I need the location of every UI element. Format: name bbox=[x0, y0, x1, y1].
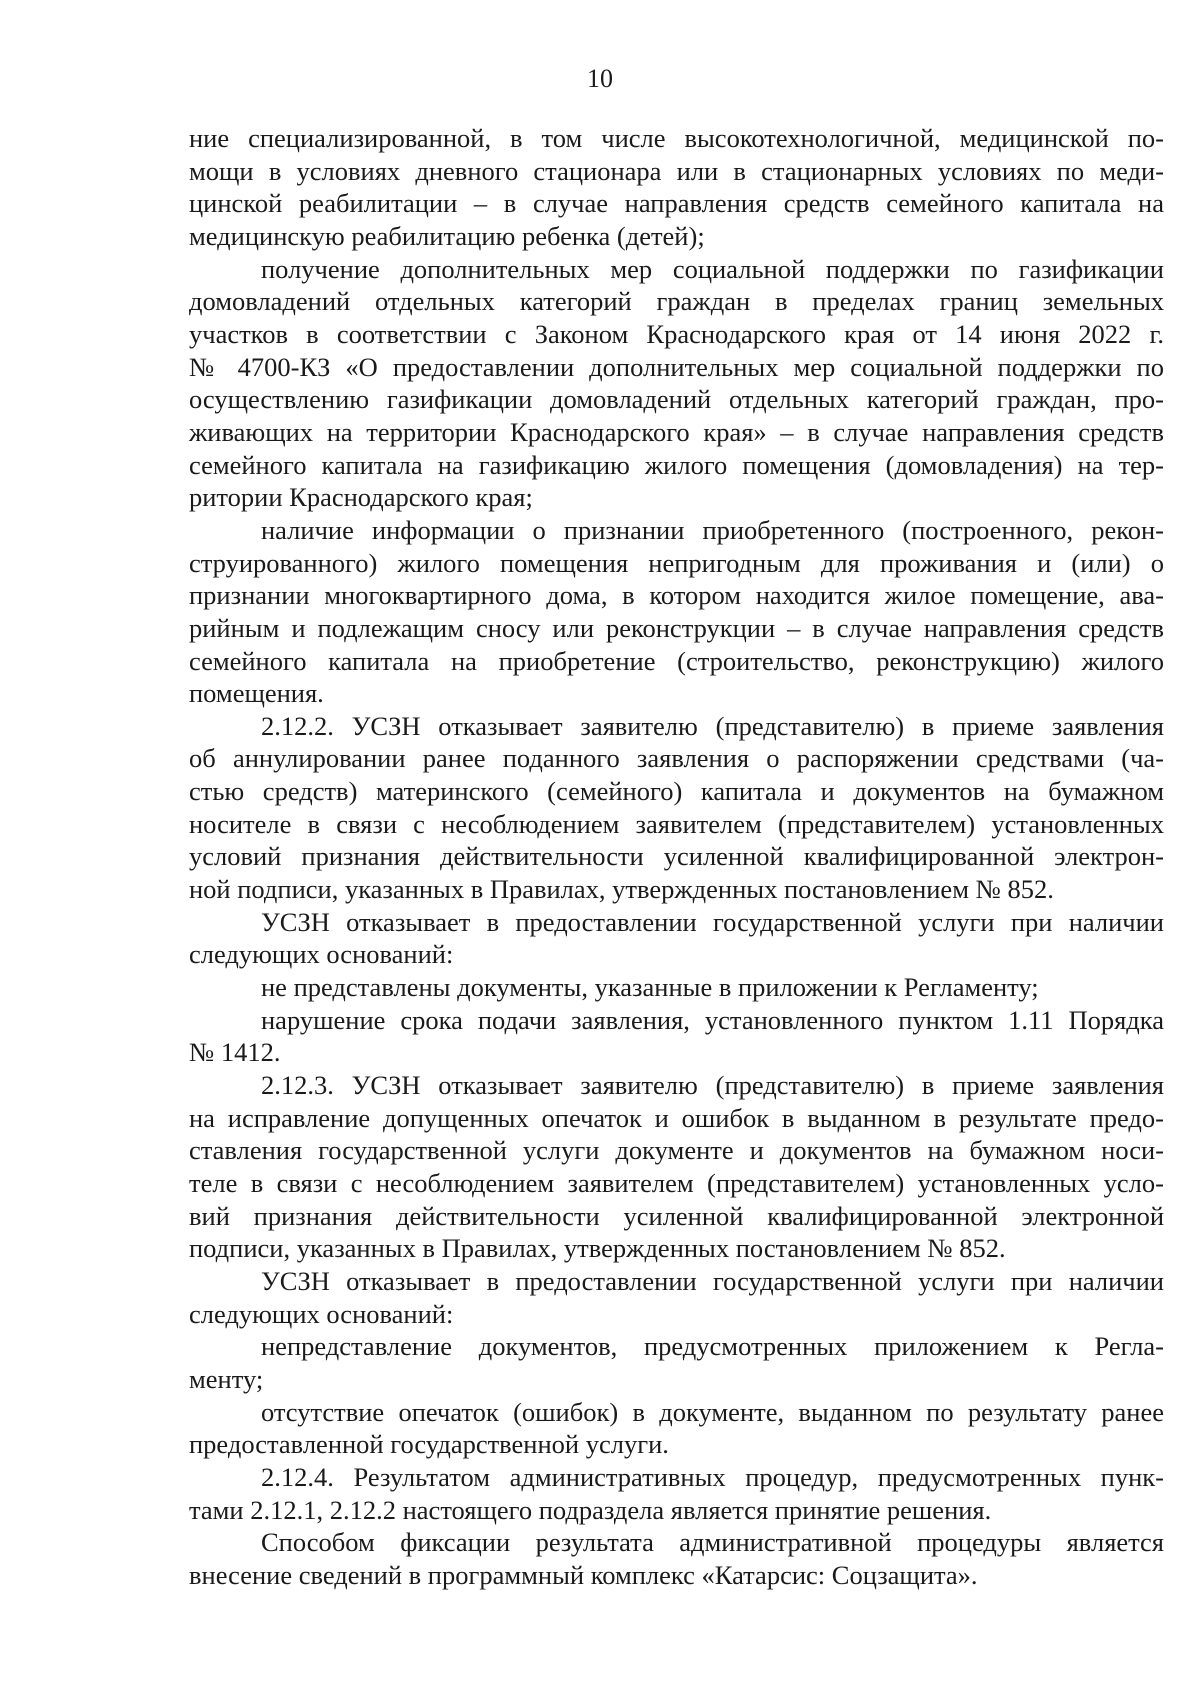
text-line: внесение сведений в программный комплекс «Катарсис: Соцзащита». bbox=[189, 1559, 978, 1590]
paragraph bbox=[189, 971, 1164, 1004]
text-line: отсутствие опечаток (ошибок) в документе, выданном по результату ранее bbox=[261, 1396, 1164, 1427]
text-line: получение дополнительных мер социальной поддержки по газификации bbox=[261, 253, 1164, 284]
text-line: помещения. bbox=[189, 678, 324, 709]
text-line: семейного капитала на газификацию жилого помещения (домовладения) на тер- bbox=[189, 449, 1164, 480]
text-line: УСЗН отказывает в предоставлении государственной услуги при наличии bbox=[261, 906, 1164, 937]
text-line: нарушение срока подачи заявления, установленного пунктом 1.11 Порядка bbox=[261, 1004, 1164, 1035]
text-line: носителе в связи с несоблюдением заявителем (представителем) установленных bbox=[189, 808, 1164, 839]
text-line: предоставленной государственной услуги. bbox=[189, 1429, 669, 1460]
text-line: живающих на территории Краснодарского края» – в случае направления средств bbox=[189, 416, 1164, 447]
text-line: № 1412. bbox=[189, 1037, 281, 1068]
text-line: подписи, указанных в Правилах, утвержденных постановлением № 852. bbox=[189, 1233, 1006, 1264]
text-line: на исправление допущенных опечаток и ошибок в выданном в результате предо- bbox=[189, 1102, 1164, 1133]
text-line: следующих оснований: bbox=[189, 1298, 454, 1329]
text-line: осуществлению газификации домовладений отдельных категорий граждан, про- bbox=[189, 384, 1164, 415]
text-line: наличие информации о признании приобретенного (построенного, рекон- bbox=[261, 514, 1164, 545]
text-line: 2.12.2. УСЗН отказывает заявителю (представителю) в приеме заявления bbox=[261, 710, 1164, 741]
paragraph bbox=[189, 1004, 1164, 1069]
paragraph bbox=[189, 710, 1164, 906]
text-line: струированного) жилого помещения непригодным для проживания и (или) о bbox=[189, 547, 1164, 578]
paragraph bbox=[189, 122, 1164, 253]
paragraph bbox=[189, 1461, 1164, 1526]
text-line: условий признания действительности усиленной квалифицированной электрон- bbox=[189, 841, 1164, 872]
text-line: домовладений отдельных категорий граждан в пределах границ земельных bbox=[189, 286, 1164, 317]
text-line: признании многоквартирного дома, в котором находится жилое помещение, ава- bbox=[189, 580, 1164, 611]
text-line: ритории Краснодарского края; bbox=[189, 482, 533, 513]
text-line: ставления государственной услуги документе и документов на бумажном носи- bbox=[189, 1135, 1164, 1166]
paragraph bbox=[189, 1265, 1164, 1330]
paragraph bbox=[189, 1396, 1164, 1461]
text-line: медицинскую реабилитацию ребенка (детей); bbox=[189, 220, 705, 251]
text-line: менту; bbox=[189, 1363, 264, 1394]
text-line: рийным и подлежащим сносу или реконструкции – в случае направления средств bbox=[189, 612, 1164, 643]
text-line: тами 2.12.1, 2.12.2 настоящего подраздела является принятие решения. bbox=[189, 1494, 992, 1525]
paragraph bbox=[189, 1330, 1164, 1395]
text-line: ние специализированной, в том числе высокотехнологичной, медицинской по- bbox=[189, 123, 1164, 153]
text-line: непредставление документов, предусмотренных приложением к Регла- bbox=[261, 1331, 1164, 1362]
paragraph bbox=[189, 906, 1164, 971]
text-line: следующих оснований: bbox=[189, 939, 454, 970]
page-number: 10 bbox=[587, 64, 613, 93]
text-line: ной подписи, указанных в Правилах, утвержденных постановлением № 852. bbox=[189, 874, 1054, 905]
text-line: Способом фиксации результата административной процедуры является bbox=[261, 1527, 1164, 1558]
text-line: не представлены документы, указанные в приложении к Регламенту; bbox=[261, 972, 1039, 1003]
paragraph bbox=[189, 1069, 1164, 1265]
text-line: УСЗН отказывает в предоставлении государственной услуги при наличии bbox=[261, 1265, 1164, 1296]
paragraph bbox=[189, 514, 1164, 710]
text-line: мощи в условиях дневного стационара или в стационарных условиях по меди- bbox=[189, 155, 1164, 186]
text-line: цинской реабилитации – в случае направления средств семейного капитала на bbox=[189, 188, 1164, 219]
paragraph bbox=[189, 1526, 1164, 1591]
text-line: № 4700-КЗ «О предоставлении дополнительных мер социальной поддержки по bbox=[189, 351, 1164, 382]
text-line: семейного капитала на приобретение (строительство, реконструкцию) жилого bbox=[189, 645, 1164, 676]
text-line: 2.12.4. Результатом административных процедур, предусмотренных пунк- bbox=[261, 1461, 1164, 1492]
text-line: теле в связи с несоблюдением заявителем (представителем) установленных усло- bbox=[189, 1168, 1164, 1198]
text-line: 2.12.3. УСЗН отказывает заявителю (представителю) в приеме заявления bbox=[261, 1070, 1164, 1101]
document-body bbox=[189, 122, 1164, 1592]
text-line: об аннулировании ранее поданного заявления о распоряжении средствами (ча- bbox=[189, 743, 1164, 774]
text-line: участков в соответствии с Законом Краснодарского края от 14 июня 2022 г. bbox=[189, 318, 1164, 349]
text-line: стью средств) материнского (семейного) капитала и документов на бумажном bbox=[189, 776, 1164, 807]
paragraph bbox=[189, 253, 1164, 514]
text-line: вий признания действительности усиленной квалифицированной электронной bbox=[189, 1200, 1164, 1231]
